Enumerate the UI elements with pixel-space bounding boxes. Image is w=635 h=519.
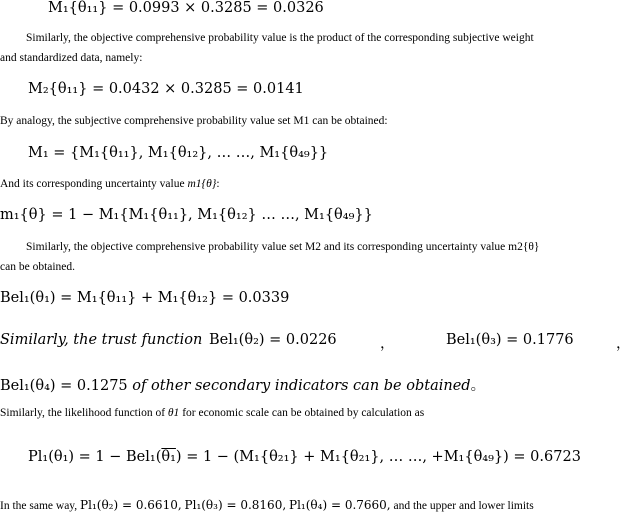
paragraph-uncertainty <box>0 178 220 190</box>
equation-bel4: Bel₁(θ₄) = 0.1275 <box>0 378 128 394</box>
paragraph-likelihood <box>0 407 424 419</box>
equation-bel1: Bel₁(θ₁) = M₁{θ₁₁} + M₁{θ₁₂} = 0.0339 <box>0 290 290 306</box>
equation-pl3: Pl₁(θ₃) = 0.8160, <box>184 498 287 512</box>
uncertainty-colon: : <box>216 178 220 190</box>
comma-2: ， <box>616 336 631 352</box>
trust-function-text: Similarly, the trust function <box>0 332 203 348</box>
equation-m1-theta11: M₁{θ₁₁} = 0.0993 × 0.3285 = 0.0326 <box>48 0 324 16</box>
pl1-left: Pl₁(θ₁) = 1 − Bel₁( <box>28 449 162 465</box>
paragraph-objective-line2: and standardized data, namely: <box>0 52 143 64</box>
paragraph-m2-line1: Similarly, the objective comprehensive probability value set M2 and its corresponding uncertainty value m2{θ} <box>26 241 540 253</box>
equation-bel4-line <box>0 374 485 395</box>
bel4-period: 。 <box>470 378 486 394</box>
paragraph-m2-line2: can be obtained. <box>0 261 76 273</box>
equation-m2-theta11: M₂{θ₁₁} = 0.0432 × 0.3285 = 0.0141 <box>28 81 304 97</box>
likelihood-symbol: θ1 <box>167 407 180 419</box>
last-line-suffix: and the upper and lower limits <box>390 500 534 512</box>
equation-set-m1: M₁ = {M₁{θ₁₁}, M₁{θ₁₂}, … …, M₁{θ₄₉}} <box>28 145 329 161</box>
likelihood-text: Similarly, the likelihood function of <box>0 407 168 419</box>
equation-bel3: Bel₁(θ₃) = 0.1776 <box>446 332 574 348</box>
equation-pl4: Pl₁(θ₄) = 0.7660, <box>289 498 391 512</box>
equation-bel2: Bel₁(θ₂) = 0.0226 <box>209 332 337 348</box>
paragraph-analogy: By analogy, the subjective comprehensive probability value set M1 can be obtained: <box>0 115 388 127</box>
paragraph-last-line <box>0 498 534 512</box>
paragraph-objective-line1: Similarly, the objective comprehensive probability value is the product of the corresponding subjective weight <box>26 32 534 44</box>
equation-pl2: Pl₁(θ₂) = 0.6610, <box>80 498 182 512</box>
likelihood-text-end: for economic scale can be obtained by calculation as <box>179 407 425 419</box>
last-line-prefix: In the same way, <box>0 500 81 512</box>
uncertainty-text: And its corresponding uncertainty value <box>0 178 188 190</box>
uncertainty-symbol: m1{θ} <box>187 178 217 190</box>
pl1-bar-theta: θ₁ <box>161 449 176 465</box>
comma-1: ， <box>380 336 395 352</box>
pl1-right: ) = 1 − (M₁{θ₂₁} + M₁{θ₂₁}, … …, +M₁{θ₄₉}) = 0.6723 <box>175 449 581 465</box>
equation-uncertainty: m₁{θ} = 1 − M₁{M₁{θ₁₁}, M₁{θ₁₂} … …, M₁{θ₄₉}} <box>0 207 373 223</box>
equation-pl1 <box>28 449 581 465</box>
bel4-text: of other secondary indicators can be obtained <box>132 378 471 394</box>
